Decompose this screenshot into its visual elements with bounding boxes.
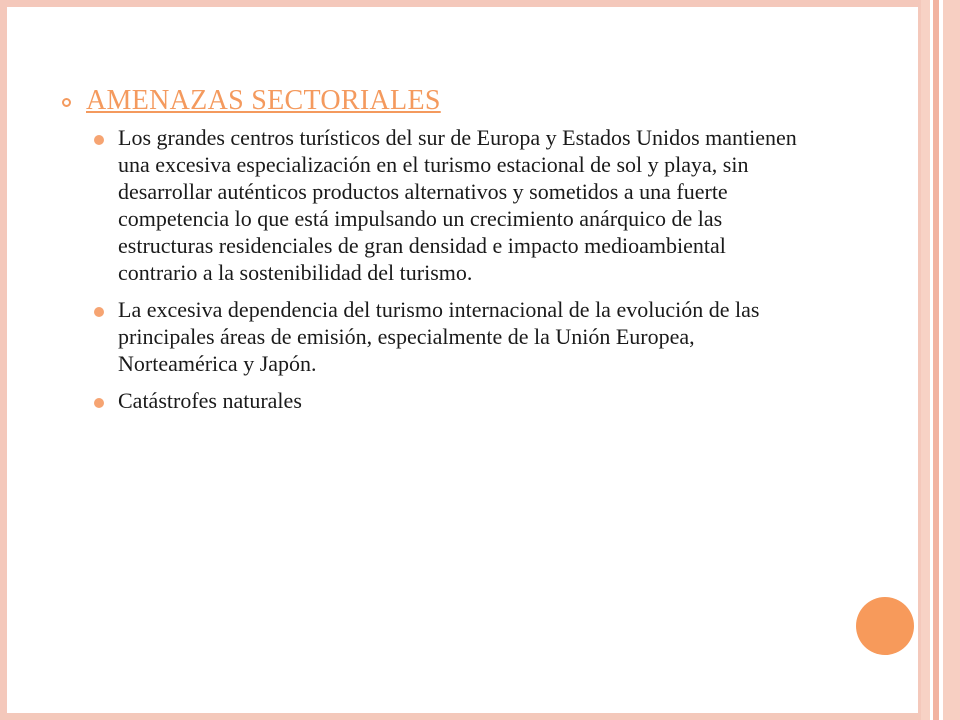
title-row bbox=[62, 82, 832, 120]
slide-content bbox=[62, 82, 832, 424]
ring-bullet-icon bbox=[62, 98, 71, 107]
dot-bullet-icon bbox=[94, 398, 104, 408]
dot-bullet-icon bbox=[94, 307, 104, 317]
list-item bbox=[62, 296, 832, 377]
decorative-stripe bbox=[943, 0, 960, 720]
list-item bbox=[62, 124, 832, 286]
bullet-list bbox=[62, 124, 832, 414]
bullet-text: La excesiva dependencia del turismo internacional de la evolución de las principales áreas de emisión, especialmente de la Unión Europea, Norteamérica y Japón. bbox=[118, 297, 760, 376]
decorative-circle bbox=[856, 597, 914, 655]
decorative-stripe bbox=[921, 0, 930, 720]
dot-bullet-icon bbox=[94, 135, 104, 145]
list-item bbox=[62, 387, 832, 414]
slide-title-link[interactable]: AMENAZAS SECTORIALES bbox=[86, 85, 441, 116]
bullet-text: Catástrofes naturales bbox=[118, 388, 302, 413]
bullet-text: Los grandes centros turísticos del sur de Europa y Estados Unidos mantienen una excesiva especialización en el turismo estacional de sol y playa, sin desarrollar auténticos productos alternativos y sometidos a una fuerte competencia lo que está impulsando un crecimiento anárquico de las estructuras residenciales de gran densidad e impacto medioambiental contrario a la sostenibilidad del turismo. bbox=[118, 125, 797, 285]
